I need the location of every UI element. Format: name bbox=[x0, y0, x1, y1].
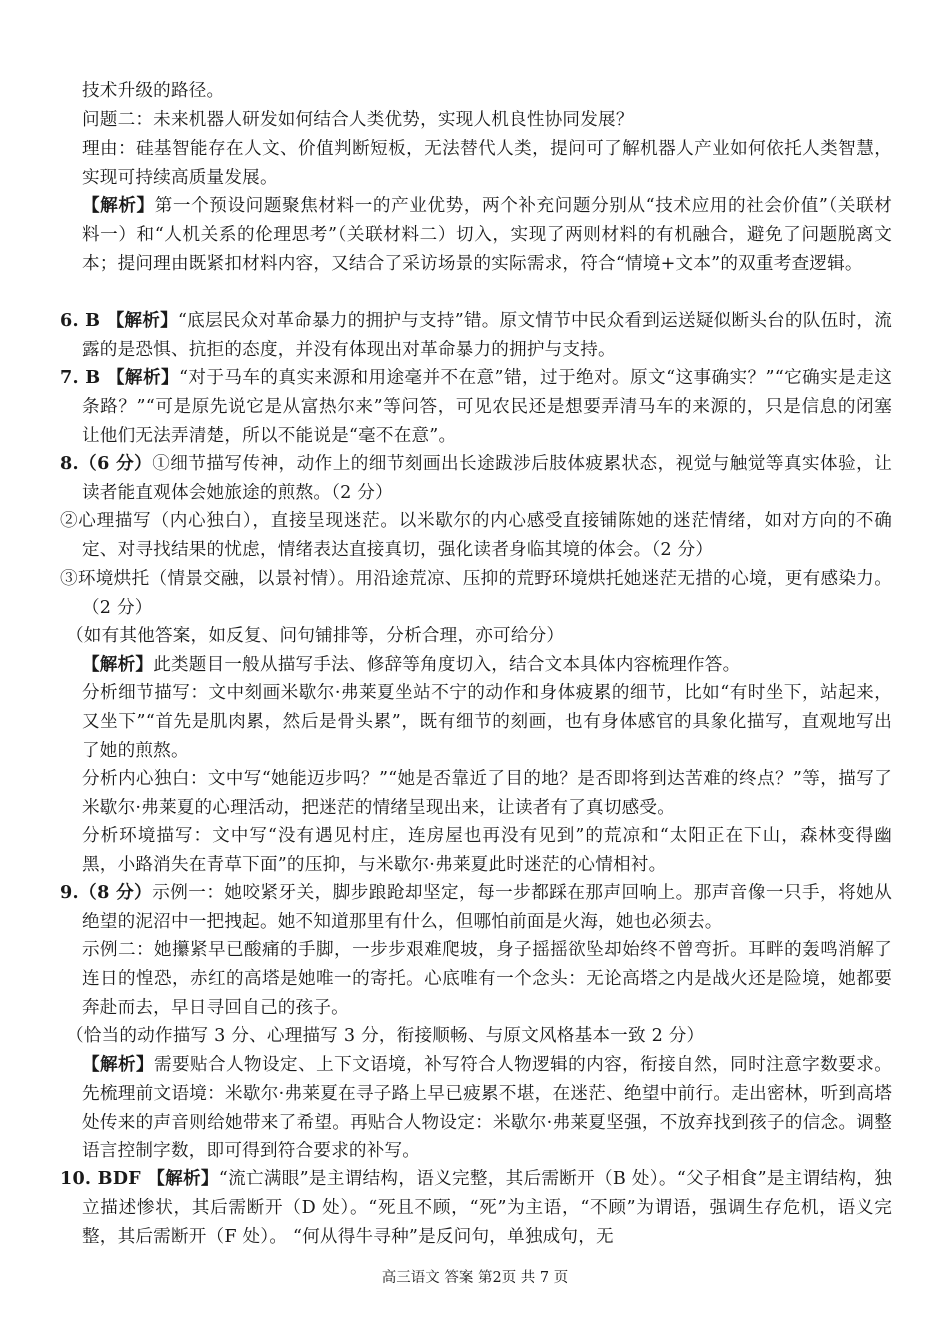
paragraph-text: （如有其他答案，如反复、问句铺排等，分析合理，亦可给分） bbox=[66, 626, 565, 646]
question-6-answer bbox=[60, 307, 892, 365]
paragraph-text: 理由：硅基智能存在人文、价值判断短板，无法替代人类，提问可了解机器人产业如何依托人类智慧，实现可持续高质量发展。 bbox=[82, 139, 892, 188]
paragraph-text: ②心理描写（内心独白），直接呈现迷茫。以米歇尔的内心感受直接铺陈她的迷茫情绪，如对方向的不确定、对寻找结果的忧虑，情绪表达直接真切，强化读者身临其境的体会。（2 分） bbox=[60, 511, 892, 560]
paragraph-text: ③环境烘托（情景交融，以景衬情）。用沿途荒凉、压抑的荒野环境烘托她迷茫无措的心境，更有感染力。（2 分） bbox=[60, 569, 892, 618]
paragraph-text: 示例二：她攥紧早已酸痛的手脚，一步步艰难爬坡，身子摇摇欲坠却始终不曾弯折。耳畔的轰鸣消解了连日的惶恐，赤红的高塔是她唯一的寄托。心底唯有一个念头：无论高塔之内是战火还是险境，她都要奔赴而去，早日寻回自己的孩子。 bbox=[82, 940, 892, 1018]
analysis-label: 【解析】 bbox=[82, 1054, 155, 1075]
question-9-analysis bbox=[60, 1051, 892, 1166]
analysis-text: 第一个预设问题聚焦材料一的产业优势，两个补充问题分别从“技术应用的社会价值”（关联材料一）和“人机关系的伦理思考”（关联材料二）切入，实现了两则材料的有机融合，避免了问题脱离文本；提问理由既紧扣材料内容，又结合了采访场景的实际需求，符合“情境+文本”的双重考查逻辑。 bbox=[82, 196, 892, 274]
analysis-label: 【解析】 bbox=[82, 195, 155, 216]
paragraph-text: 技术升级的路径。 bbox=[82, 81, 225, 101]
paragraph-question-two bbox=[60, 106, 892, 135]
question-8-env-analysis bbox=[60, 822, 892, 880]
question-8-text: ①细节描写传神，动作上的细节刻画出长途跋涉后肢体疲累状态，视觉与触觉等真实体验，让读者能直观体会她旅途的煎熬。（2 分） bbox=[82, 454, 892, 503]
analysis-text: 需要贴合人物设定、上下文语境，补写符合人物逻辑的内容，衔接自然，同时注意字数要求。先梳理前文语境：米歇尔·弗莱夏在寻子路上早已疲累不堪，在迷茫、绝望中前行。走出密林，听到高塔处传来的声音则给她带来了希望。再贴合人物设定：米歇尔·弗莱夏坚强，不放弃找到孩子的信念。调整语言控制字数，即可得到符合要求的补写。 bbox=[82, 1055, 892, 1162]
question-8-inner-analysis bbox=[60, 765, 892, 823]
question-8-point-3 bbox=[60, 565, 892, 623]
paragraph-q5-analysis bbox=[60, 192, 892, 278]
question-10-text: “流亡满眼”是主谓结构，语义完整，其后需断开（B 处）。“父子相食”是主谓结构，独立描述惨状，其后需断开（D 处）。“死且不顾，“死”为主语，“不顾”为谓语，强调生存危机，语义完整，其后需断开（F 处）。 “何从得牛寻种”是反问句，单独成句，无 bbox=[82, 1169, 892, 1247]
question-8-answer bbox=[60, 450, 892, 508]
paragraph-text: 分析内心独白：文中写“她能迈步吗？”“她是否靠近了目的地？是否即将到达苦难的终点？”等，描写了米歇尔·弗莱夏的心理活动，把迷茫的情绪呈现出来，让读者有了真切感受。 bbox=[82, 769, 892, 818]
paragraph-text: 分析细节描写：文中刻画米歇尔·弗莱夏坐站不宁的动作和身体疲累的细节，比如“有时坐下，站起来，又坐下”“首先是肌肉累，然后是骨头累”，既有细节的刻画，也有身体感官的具象化描写，直观地写出了她的煎熬。 bbox=[82, 683, 892, 761]
question-6-text: “底层民众对革命暴力的拥护与支持”错。原文情节中民众看到运送疑似断头台的队伍时，流露的是恐惧、抗拒的态度，并没有体现出对革命暴力的拥护与支持。 bbox=[82, 311, 892, 360]
analysis-label: 【解析】 bbox=[82, 654, 154, 675]
question-6-head: 6. B 【解析】 bbox=[60, 310, 178, 331]
page-footer: 高三语文 答案 第2页 共 7 页 bbox=[381, 1270, 569, 1286]
paragraph-text: （恰当的动作描写 3 分、心理描写 3 分，衔接顺畅、与原文风格基本一致 2 分） bbox=[66, 1026, 705, 1046]
question-8-detail-analysis bbox=[60, 679, 892, 765]
question-9-text: 示例一：她咬紧牙关，脚步踉跄却坚定，每一步都踩在那声回响上。那声音像一只手，将她从绝望的泥沼中一把拽起。她不知道那里有什么，但哪怕前面是火海，她也必须去。 bbox=[82, 883, 892, 932]
question-10-head: 10. BDF 【解析】 bbox=[60, 1168, 219, 1189]
question-7-answer bbox=[60, 364, 892, 450]
question-9-head: 9.（8 分） bbox=[60, 882, 153, 903]
question-9-answer bbox=[60, 879, 892, 937]
question-7-head: 7. B 【解析】 bbox=[60, 367, 179, 388]
question-9-note bbox=[60, 1022, 892, 1051]
paragraph-text: 分析环境描写：文中写“没有遇见村庄，连房屋也再没有见到”的荒凉和“太阳正在下山，森林变得幽黑，小路消失在青草下面”的压抑，与米歇尔·弗莱夏此时迷茫的心情相衬。 bbox=[82, 826, 892, 875]
question-7-text: “对于马车的真实来源和用途毫并不在意”错，过于绝对。原文“这事确实？”“它确实是走这条路？”“可是原先说它是从富热尔来”等问答，可见农民还是想要弄清马车的来源的，只是信息的闭塞让他们无法弄清楚，所以不能说是“毫不在意”。 bbox=[82, 368, 892, 446]
question-8-head: 8.（6 分） bbox=[60, 453, 153, 474]
paragraph-reason bbox=[60, 135, 892, 193]
paragraph-path-end bbox=[60, 77, 892, 106]
paragraph-text: 问题二：未来机器人研发如何结合人类优势，实现人机良性协同发展？ bbox=[82, 110, 634, 130]
question-8-analysis bbox=[60, 651, 892, 680]
question-8-note bbox=[60, 622, 892, 651]
question-10-answer bbox=[60, 1165, 892, 1251]
question-9-example-2 bbox=[60, 936, 892, 1022]
question-8-point-2 bbox=[60, 507, 892, 565]
analysis-text: 此类题目一般从描写手法、修辞等角度切入，结合文本具体内容梳理作答。 bbox=[153, 655, 741, 675]
